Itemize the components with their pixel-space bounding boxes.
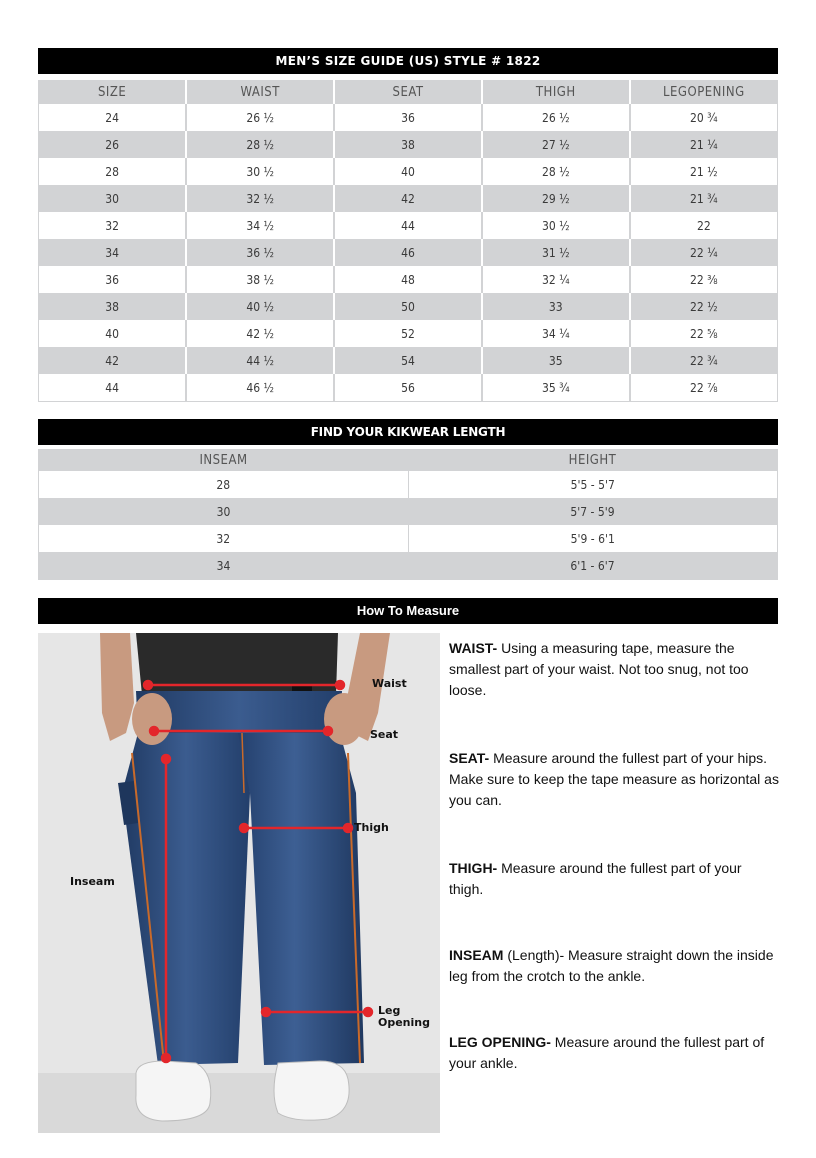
cell-thigh: 27 ½: [482, 131, 630, 158]
cell-size: 34: [39, 239, 187, 266]
leg-opening-label: [378, 1005, 430, 1029]
cell-waist: 26 ½: [186, 104, 334, 131]
size-row: [39, 239, 778, 266]
cell-waist: 44 ½: [186, 347, 334, 374]
leg-opening-instruction: [449, 1032, 779, 1074]
waist-text: Using a measuring tape, measure the smallest part of your waist. Not too snug, not too loose.: [449, 640, 749, 698]
size-row: [39, 374, 778, 402]
cell-waist: 46 ½: [186, 374, 334, 402]
cell-height: 5'7 - 5'9: [408, 498, 778, 525]
inseam-label: Inseam: [70, 875, 115, 888]
cell-seat: 54: [334, 347, 482, 374]
cell-seat: 48: [334, 266, 482, 293]
seat-label: Seat: [370, 728, 399, 741]
cell-size: 28: [39, 158, 187, 185]
cell-leg-opening: 22 ½: [630, 293, 778, 320]
cell-size: 32: [39, 212, 187, 239]
size-table-header: [39, 80, 778, 104]
cell-waist: 38 ½: [186, 266, 334, 293]
leg-opening-label-line2: Opening: [378, 1016, 430, 1029]
cell-seat: 50: [334, 293, 482, 320]
length-table: [38, 449, 778, 580]
cell-seat: 44: [334, 212, 482, 239]
cell-leg-opening: 22 ¾: [630, 347, 778, 374]
cell-waist: 36 ½: [186, 239, 334, 266]
cell-thigh: 26 ½: [482, 104, 630, 131]
inseam-text: (Length)- Measure straight down the inside leg from the crotch to the ankle.: [449, 947, 774, 984]
size-row: [39, 131, 778, 158]
size-row: [39, 158, 778, 185]
cell-thigh: 35: [482, 347, 630, 374]
col-height: HEIGHT: [408, 449, 778, 471]
cell-thigh: 35 ¾: [482, 374, 630, 402]
size-row: [39, 266, 778, 293]
waist-label: Waist: [372, 677, 407, 690]
cell-leg-opening: 21 ¼: [630, 131, 778, 158]
cell-inseam: 34: [39, 552, 409, 580]
length-row: [39, 498, 778, 525]
cell-waist: 42 ½: [186, 320, 334, 347]
size-row: [39, 293, 778, 320]
seat-term: SEAT-: [449, 750, 490, 766]
size-row: [39, 347, 778, 374]
inseam-instruction: [449, 945, 779, 987]
cell-waist: 40 ½: [186, 293, 334, 320]
cell-seat: 38: [334, 131, 482, 158]
waist-term: WAIST-: [449, 640, 498, 656]
cell-leg-opening: 21 ½: [630, 158, 778, 185]
cell-leg-opening: 21 ¾: [630, 185, 778, 212]
length-row: [39, 471, 778, 498]
cell-seat: 56: [334, 374, 482, 402]
size-row: [39, 212, 778, 239]
cell-inseam: 30: [39, 498, 409, 525]
cell-thigh: 31 ½: [482, 239, 630, 266]
length-row: [39, 525, 778, 552]
cell-waist: 28 ½: [186, 131, 334, 158]
cell-thigh: 32 ¼: [482, 266, 630, 293]
cell-waist: 30 ½: [186, 158, 334, 185]
cell-seat: 36: [334, 104, 482, 131]
size-row: [39, 104, 778, 131]
col-inseam: INSEAM: [39, 449, 409, 471]
thigh-label: Thigh: [354, 821, 389, 834]
inseam-term: INSEAM: [449, 947, 504, 963]
cell-height: 6'1 - 6'7: [408, 552, 778, 580]
cell-size: 42: [39, 347, 187, 374]
seat-text: Measure around the fullest part of your hips. Make sure to keep the tape measure as horizontal as you can.: [449, 750, 779, 808]
cell-waist: 32 ½: [186, 185, 334, 212]
size-row: [39, 320, 778, 347]
cell-leg-opening: 22 ⅜: [630, 266, 778, 293]
cell-size: 44: [39, 374, 187, 402]
cell-leg-opening: 22 ⅝: [630, 320, 778, 347]
cell-leg-opening: 22 ⅞: [630, 374, 778, 402]
cell-size: 24: [39, 104, 187, 131]
cell-thigh: 34 ¼: [482, 320, 630, 347]
leg-opening-label-line1: Leg: [378, 1004, 401, 1017]
cell-thigh: 30 ½: [482, 212, 630, 239]
cell-thigh: 28 ½: [482, 158, 630, 185]
col-thigh: THIGH: [482, 80, 630, 104]
cell-size: 30: [39, 185, 187, 212]
how-to-measure-title: How To Measure: [38, 598, 778, 624]
cell-seat: 40: [334, 158, 482, 185]
cell-inseam: 28: [39, 471, 409, 498]
col-waist: WAIST: [186, 80, 334, 104]
size-guide-title: MEN’S SIZE GUIDE (US) STYLE # 1822: [38, 48, 778, 74]
cell-seat: 52: [334, 320, 482, 347]
cell-seat: 42: [334, 185, 482, 212]
cell-thigh: 29 ½: [482, 185, 630, 212]
cell-leg-opening: 22 ¼: [630, 239, 778, 266]
col-leg-opening: LEGOPENING: [630, 80, 778, 104]
col-seat: SEAT: [334, 80, 482, 104]
size-row: [39, 185, 778, 212]
cell-leg-opening: 20 ¾: [630, 104, 778, 131]
leg-opening-term: LEG OPENING-: [449, 1034, 551, 1050]
leg-opening-text: Measure around the fullest part of your ankle.: [449, 1034, 765, 1071]
thigh-instruction: [449, 858, 779, 900]
cell-seat: 46: [334, 239, 482, 266]
length-row: [39, 552, 778, 580]
length-table-header: [39, 449, 778, 471]
cell-height: 5'9 - 6'1: [408, 525, 778, 552]
cell-height: 5'5 - 5'7: [408, 471, 778, 498]
cell-thigh: 33: [482, 293, 630, 320]
cell-size: 36: [39, 266, 187, 293]
size-table: [38, 80, 778, 402]
waist-instruction: [449, 638, 779, 701]
jeans-photo: [38, 633, 440, 1133]
thigh-term: THIGH-: [449, 860, 498, 876]
thigh-text: Measure around the fullest part of your thigh.: [449, 860, 742, 897]
col-size: SIZE: [39, 80, 187, 104]
seat-instruction: [449, 748, 779, 811]
cell-size: 26: [39, 131, 187, 158]
cell-inseam: 32: [39, 525, 409, 552]
cell-waist: 34 ½: [186, 212, 334, 239]
cell-leg-opening: 22: [630, 212, 778, 239]
length-guide-title: FIND YOUR KIKWEAR LENGTH: [38, 419, 778, 445]
cell-size: 40: [39, 320, 187, 347]
cell-size: 38: [39, 293, 187, 320]
